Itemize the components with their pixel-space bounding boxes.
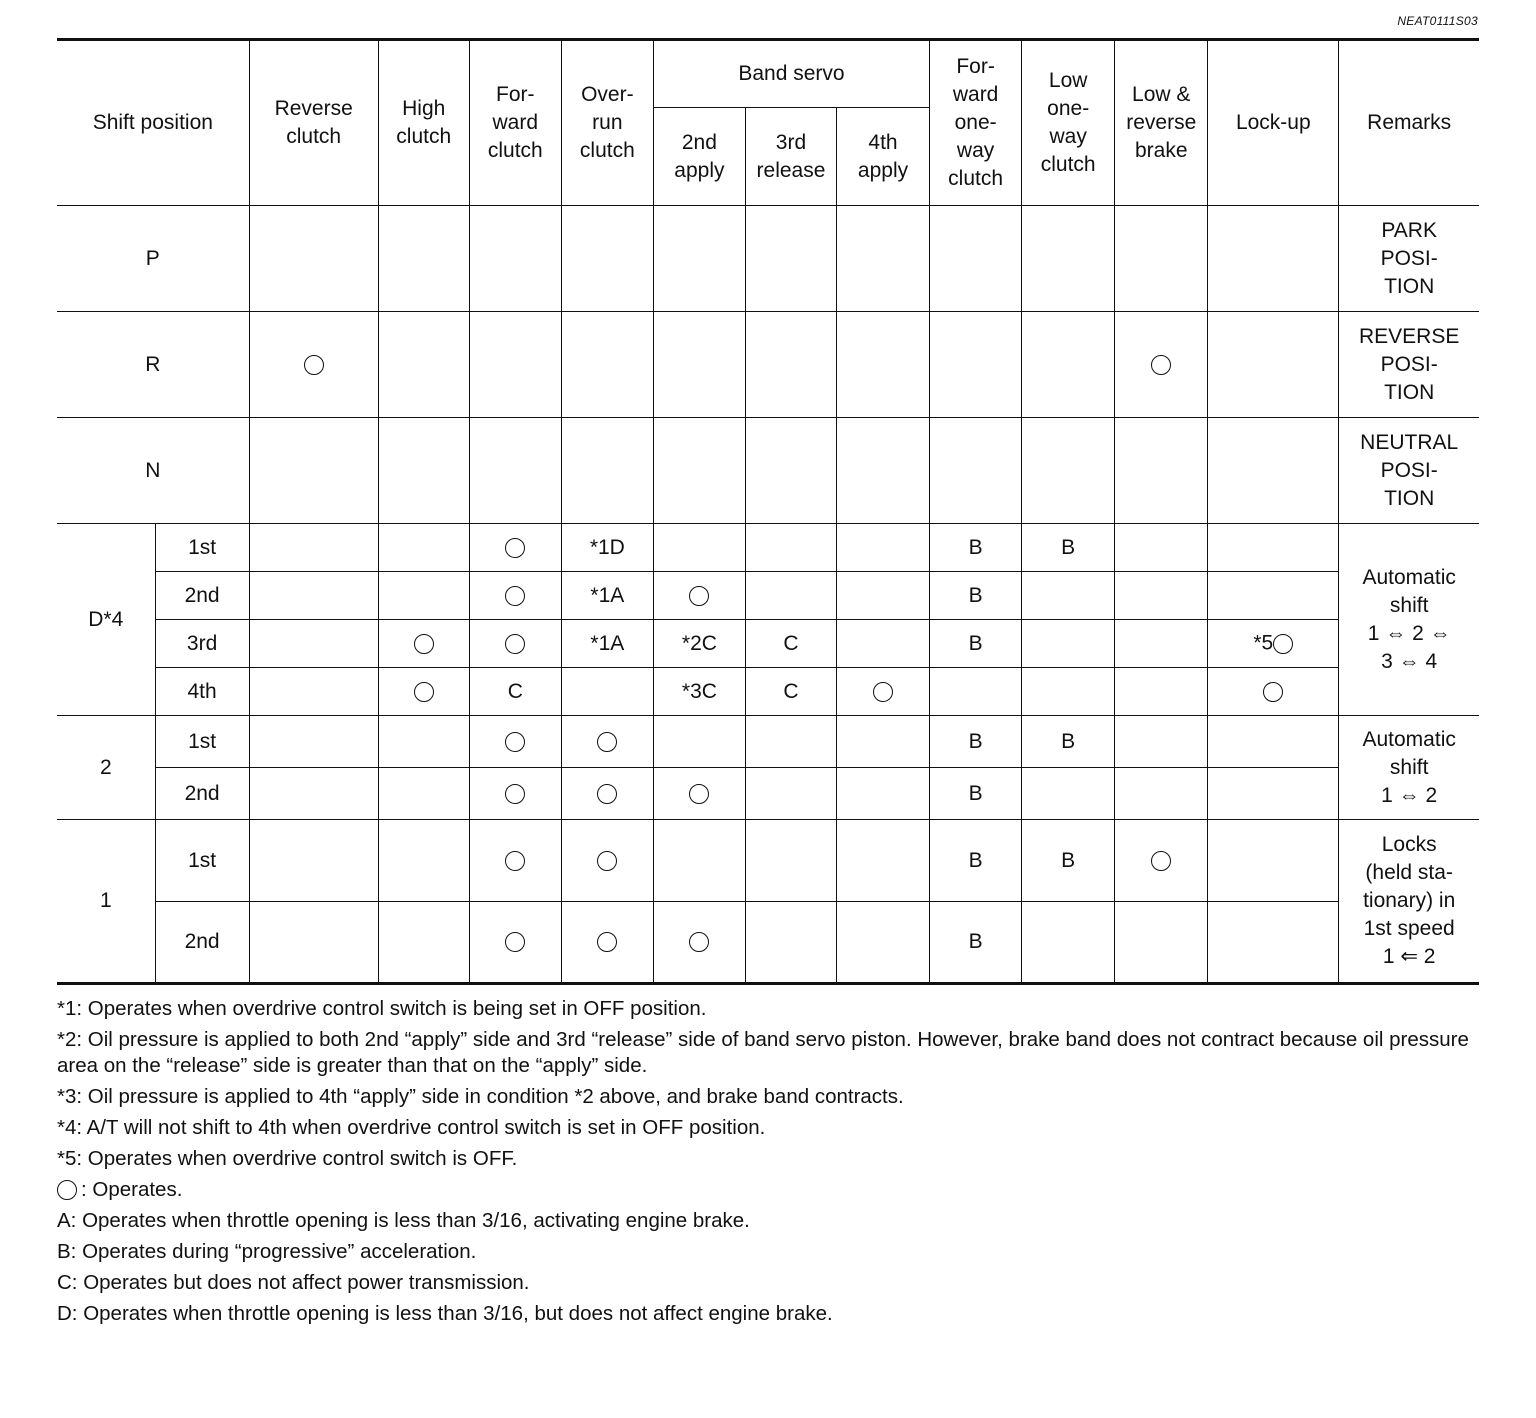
operation-cell — [469, 206, 561, 312]
remarks-cell: Automatic shift 1 ⇔ 2 ⇔ 3 ⇔ 4 — [1339, 524, 1479, 716]
operation-cell: C — [745, 668, 836, 716]
footnote-text: *2: Oil pressure is applied to both 2nd “apply” side and 3rd “release” side of band servo piston. However, brake band does not contract because oil pressure area on the “release” side is greater than that on the “apply” side. — [57, 1028, 1469, 1077]
footnote — [57, 1208, 1481, 1234]
operates-circle-icon — [597, 932, 617, 952]
operation-cell — [1022, 572, 1115, 620]
operation-cell — [1208, 902, 1339, 984]
operation-cell — [1115, 620, 1208, 668]
operates-circle-icon — [689, 784, 709, 804]
operation-cell — [1115, 820, 1208, 902]
gear-cell: 4th — [155, 668, 249, 716]
operation-cell — [836, 820, 929, 902]
operation-cell — [930, 418, 1022, 524]
operation-cell — [1208, 206, 1339, 312]
table-row — [57, 716, 1479, 768]
operation-cell — [378, 716, 469, 768]
operates-circle-icon — [873, 682, 893, 702]
operates-circle-icon — [597, 851, 617, 871]
operation-cell — [469, 418, 561, 524]
table-row — [57, 572, 1479, 620]
operation-cell — [469, 820, 561, 902]
operation-cell — [653, 572, 745, 620]
operation-cell — [745, 524, 836, 572]
operation-cell: B — [1022, 524, 1115, 572]
operation-cell — [378, 820, 469, 902]
operation-cell — [653, 312, 745, 418]
footnote — [57, 1239, 1481, 1265]
shift-position-cell: D*4 — [57, 524, 155, 716]
shift-position-cell: 1 — [57, 820, 155, 984]
operates-circle-icon — [505, 634, 525, 654]
operation-cell — [1022, 768, 1115, 820]
operation-cell — [378, 524, 469, 572]
shift-position-cell: 2 — [57, 716, 155, 820]
operation-cell — [1115, 716, 1208, 768]
footnote-text: *3: Oil pressure is applied to 4th “apply” side in condition *2 above, and brake band contracts. — [57, 1085, 904, 1108]
header-shift-position: Shift position — [57, 40, 249, 206]
gear-cell: 2nd — [155, 572, 249, 620]
operation-cell — [1115, 206, 1208, 312]
operation-cell — [836, 524, 929, 572]
operation-cell: *2C — [653, 620, 745, 668]
remarks-cell: Locks (held sta- tionary) in 1st speed 1 ⇐ 2 — [1339, 820, 1479, 984]
footnote-text: *4: A/T will not shift to 4th when overdrive control switch is set in OFF position. — [57, 1116, 766, 1139]
operation-cell — [836, 902, 929, 984]
footnote-text: B: Operates during “progressive” acceleration. — [57, 1240, 477, 1263]
operates-circle-icon — [304, 355, 324, 375]
header-low-reverse-brake: Low & reverse brake — [1115, 40, 1208, 206]
operation-cell — [469, 768, 561, 820]
footnote — [57, 1177, 1481, 1203]
operation-cell — [378, 312, 469, 418]
operation-cell — [1208, 572, 1339, 620]
operates-circle-icon — [1273, 634, 1293, 654]
operation-cell — [1115, 902, 1208, 984]
operation-cell — [836, 668, 929, 716]
operation-cell — [249, 206, 378, 312]
footnote — [57, 1084, 1481, 1110]
operation-cell — [1022, 668, 1115, 716]
operates-circle-icon — [689, 586, 709, 606]
operation-cell — [1115, 768, 1208, 820]
operation-cell — [249, 820, 378, 902]
header-low-one-way-clutch: Low one- way clutch — [1022, 40, 1115, 206]
operation-cell — [653, 524, 745, 572]
operation-cell — [378, 668, 469, 716]
table-row — [57, 902, 1479, 984]
document-code: NEAT0111S03 — [1397, 14, 1478, 28]
operation-cell: B — [930, 716, 1022, 768]
operation-cell — [1208, 820, 1339, 902]
operates-circle-icon — [505, 732, 525, 752]
operation-cell — [469, 716, 561, 768]
gear-cell: 1st — [155, 716, 249, 768]
operation-cell — [1115, 524, 1208, 572]
operates-circle-icon — [57, 1180, 77, 1200]
operation-cell — [249, 312, 378, 418]
footnote — [57, 1115, 1481, 1141]
operation-cell — [469, 620, 561, 668]
footnotes — [57, 996, 1481, 1332]
operates-circle-icon — [505, 784, 525, 804]
operation-cell — [249, 620, 378, 668]
table-row — [57, 768, 1479, 820]
operation-cell — [378, 768, 469, 820]
operates-circle-icon — [414, 634, 434, 654]
operation-cell — [653, 716, 745, 768]
header-4th-apply: 4th apply — [836, 108, 929, 206]
operates-circle-icon — [505, 851, 525, 871]
footnote-text: A: Operates when throttle opening is less than 3/16, activating engine brake. — [57, 1209, 750, 1232]
operates-circle-icon — [597, 732, 617, 752]
operation-cell — [1208, 312, 1339, 418]
operation-cell — [1208, 418, 1339, 524]
operation-cell — [930, 206, 1022, 312]
shift-position-cell: P — [57, 206, 249, 312]
operation-cell — [836, 312, 929, 418]
operation-cell — [930, 312, 1022, 418]
operation-cell — [249, 418, 378, 524]
operation-cell: B — [930, 620, 1022, 668]
footnote — [57, 1301, 1481, 1327]
operation-cell: B — [930, 572, 1022, 620]
header-forward-clutch: For- ward clutch — [469, 40, 561, 206]
footnote — [57, 996, 1481, 1022]
operates-circle-icon — [505, 586, 525, 606]
operation-cell: C — [745, 620, 836, 668]
table-row — [57, 524, 1479, 572]
operation-cell — [378, 572, 469, 620]
operation-cell — [561, 312, 653, 418]
operation-cell — [1208, 524, 1339, 572]
operation-cell — [653, 768, 745, 820]
header-remarks: Remarks — [1339, 40, 1479, 206]
operation-cell — [653, 902, 745, 984]
operates-circle-icon — [505, 538, 525, 558]
operation-cell — [469, 572, 561, 620]
operation-cell — [653, 820, 745, 902]
operation-cell — [745, 572, 836, 620]
operation-cell — [561, 768, 653, 820]
operation-cell: B — [930, 524, 1022, 572]
operation-cell: *1A — [561, 620, 653, 668]
operation-cell: B — [1022, 820, 1115, 902]
footnote-text: : Operates. — [81, 1178, 183, 1201]
operation-cell — [1208, 668, 1339, 716]
remarks-cell: PARK POSI- TION — [1339, 206, 1479, 312]
gear-cell: 3rd — [155, 620, 249, 668]
operation-cell — [745, 418, 836, 524]
gear-cell: 1st — [155, 524, 249, 572]
operation-cell — [836, 716, 929, 768]
operation-cell — [836, 206, 929, 312]
shift-position-cell: R — [57, 312, 249, 418]
gear-cell: 2nd — [155, 902, 249, 984]
footnote-text: *5: Operates when overdrive control switch is OFF. — [57, 1147, 518, 1170]
operation-cell: B — [1022, 716, 1115, 768]
header-overrun-clutch: Over- run clutch — [561, 40, 653, 206]
operation-cell — [469, 902, 561, 984]
footnote — [57, 1027, 1481, 1079]
operation-cell — [836, 620, 929, 668]
operation-cell: *3C — [653, 668, 745, 716]
operation-cell — [1022, 418, 1115, 524]
operation-cell — [561, 668, 653, 716]
operation-cell — [561, 902, 653, 984]
header-band-servo: Band servo — [653, 40, 929, 108]
footnote-text: *1: Operates when overdrive control switch is being set in OFF position. — [57, 997, 707, 1020]
operates-circle-icon — [1151, 355, 1171, 375]
header-lock-up: Lock-up — [1208, 40, 1339, 206]
operation-cell — [745, 902, 836, 984]
operation-cell — [1115, 312, 1208, 418]
operates-circle-icon — [505, 932, 525, 952]
operation-cell: C — [469, 668, 561, 716]
operation-cell — [561, 418, 653, 524]
operation-cell — [836, 418, 929, 524]
operation-cell — [469, 524, 561, 572]
table-row — [57, 668, 1479, 716]
operation-cell: *1A — [561, 572, 653, 620]
table-row — [57, 820, 1479, 902]
header-forward-one-way-clutch: For- ward one- way clutch — [930, 40, 1022, 206]
gear-cell: 1st — [155, 820, 249, 902]
operation-cell — [561, 206, 653, 312]
operation-cell — [930, 668, 1022, 716]
operation-cell: B — [930, 768, 1022, 820]
header-reverse-clutch: Reverse clutch — [249, 40, 378, 206]
operates-circle-icon — [597, 784, 617, 804]
operation-cell — [378, 620, 469, 668]
header-2nd-apply: 2nd apply — [653, 108, 745, 206]
operates-circle-icon — [1263, 682, 1283, 702]
operation-cell — [836, 768, 929, 820]
header-high-clutch: High clutch — [378, 40, 469, 206]
operation-cell — [469, 312, 561, 418]
operation-cell — [249, 524, 378, 572]
operates-circle-icon — [414, 682, 434, 702]
operation-cell — [249, 668, 378, 716]
operation-cell — [1022, 312, 1115, 418]
operation-cell — [745, 820, 836, 902]
operation-cell — [1208, 768, 1339, 820]
operation-cell — [1022, 206, 1115, 312]
operation-cell — [249, 716, 378, 768]
operation-cell — [1115, 572, 1208, 620]
operation-cell — [1115, 668, 1208, 716]
operation-cell — [249, 572, 378, 620]
footnote — [57, 1146, 1481, 1172]
clutch-brake-operation-table — [57, 38, 1479, 985]
operation-cell — [561, 716, 653, 768]
gear-cell: 2nd — [155, 768, 249, 820]
operates-circle-icon — [1151, 851, 1171, 871]
operates-circle-icon — [689, 932, 709, 952]
operation-cell — [1022, 902, 1115, 984]
shift-position-cell: N — [57, 418, 249, 524]
remarks-cell: Automatic shift 1 ⇔ 2 — [1339, 716, 1479, 820]
footnote-text: D: Operates when throttle opening is less than 3/16, but does not affect engine brake. — [57, 1302, 833, 1325]
operation-cell — [1208, 620, 1339, 668]
operation-cell — [378, 418, 469, 524]
cell-note-prefix: *5 — [1253, 631, 1274, 655]
operation-cell — [745, 716, 836, 768]
operation-cell — [249, 902, 378, 984]
operation-cell — [378, 206, 469, 312]
header-3rd-release: 3rd release — [745, 108, 836, 206]
remarks-cell: REVERSE POSI- TION — [1339, 312, 1479, 418]
table-row — [57, 418, 1479, 524]
table-row — [57, 312, 1479, 418]
operation-cell — [653, 418, 745, 524]
operation-cell: B — [930, 902, 1022, 984]
operation-cell — [1022, 620, 1115, 668]
operation-cell — [653, 206, 745, 312]
remarks-cell: NEUTRAL POSI- TION — [1339, 418, 1479, 524]
operation-cell — [745, 206, 836, 312]
footnote — [57, 1270, 1481, 1296]
operation-cell — [745, 768, 836, 820]
operation-cell: B — [930, 820, 1022, 902]
operation-cell — [745, 312, 836, 418]
operation-cell — [836, 572, 929, 620]
footnote-text: C: Operates but does not affect power transmission. — [57, 1271, 530, 1294]
operation-cell — [561, 820, 653, 902]
table-row — [57, 206, 1479, 312]
operation-cell — [249, 768, 378, 820]
operation-cell — [1115, 418, 1208, 524]
table-row — [57, 620, 1479, 668]
operation-cell: *1D — [561, 524, 653, 572]
operation-cell — [1208, 716, 1339, 768]
operation-cell — [378, 902, 469, 984]
